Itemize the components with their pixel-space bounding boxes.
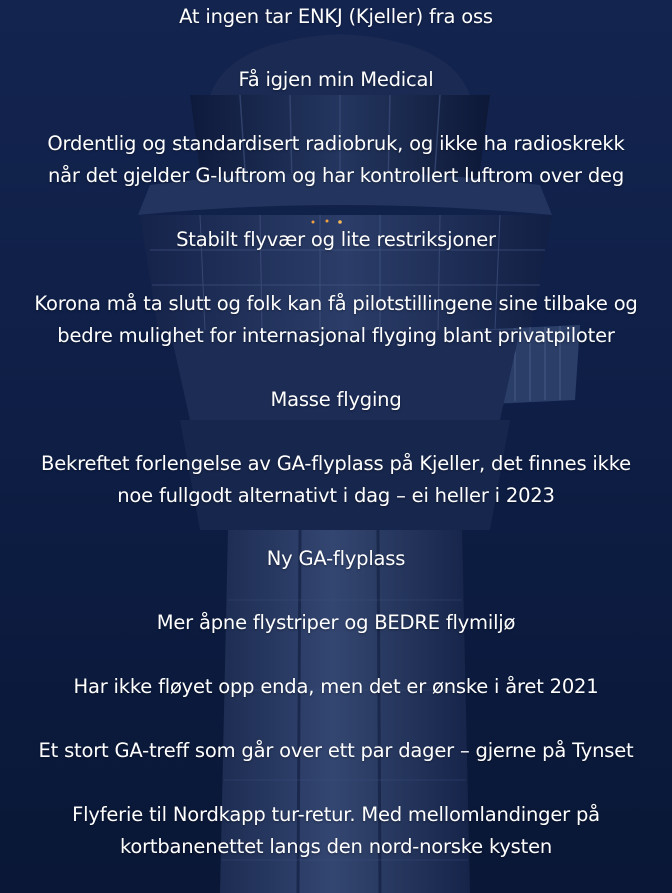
- wish-item: [0, 288, 672, 352]
- wish-item: [0, 735, 672, 767]
- wish-item: [0, 448, 672, 512]
- wish-text: Flyferie til Nordkapp tur-retur. Med mellomlandinger på: [72, 803, 600, 826]
- wish-text: når det gjelder G-luftrom og har kontrollert luftrom over deg: [47, 164, 625, 187]
- wish-item: [0, 1, 672, 33]
- wish-text: Stabilt flyvær og lite restriksjoner: [176, 228, 496, 251]
- wish-text: Ordentlig og standardisert radiobruk, og ikke ha radioskrekk: [47, 132, 625, 155]
- wish-text: Korona må ta slutt og folk kan få pilotstillingene sine tilbake og: [34, 292, 638, 315]
- wish-text: noe fullgodt alternativt i dag – ei heller i 2023: [117, 484, 555, 507]
- wish-item: [0, 671, 672, 703]
- wish-text: At ingen tar ENKJ (Kjeller) fra oss: [179, 5, 493, 28]
- wish-text: Mer åpne flystriper og BEDRE flymiljø: [156, 611, 516, 634]
- wish-item: [0, 607, 672, 639]
- wish-item: [0, 128, 672, 192]
- wish-text: kortbanenettet langs den nord-norske kysten: [119, 835, 553, 858]
- wish-text: Et stort GA-treff som går over ett par dager – gjerne på Tynset: [38, 739, 634, 762]
- wish-text: Ny GA-flyplass: [266, 547, 406, 570]
- wish-text: Få igjen min Medical: [238, 68, 434, 91]
- wish-text: Bekreftet forlengelse av GA-flyplass på Kjeller, det finnes ikke: [41, 452, 631, 475]
- wish-item: [0, 799, 672, 863]
- wish-text: Har ikke fløyet opp enda, men det er ønske i året 2021: [73, 675, 599, 698]
- wish-item: [0, 224, 672, 256]
- wish-item: [0, 384, 672, 416]
- wish-text: Masse flyging: [270, 388, 402, 411]
- wish-item: [0, 543, 672, 575]
- wish-item: [0, 64, 672, 96]
- wish-text: bedre mulighet for internasjonal flyging blant privatpiloter: [57, 324, 615, 347]
